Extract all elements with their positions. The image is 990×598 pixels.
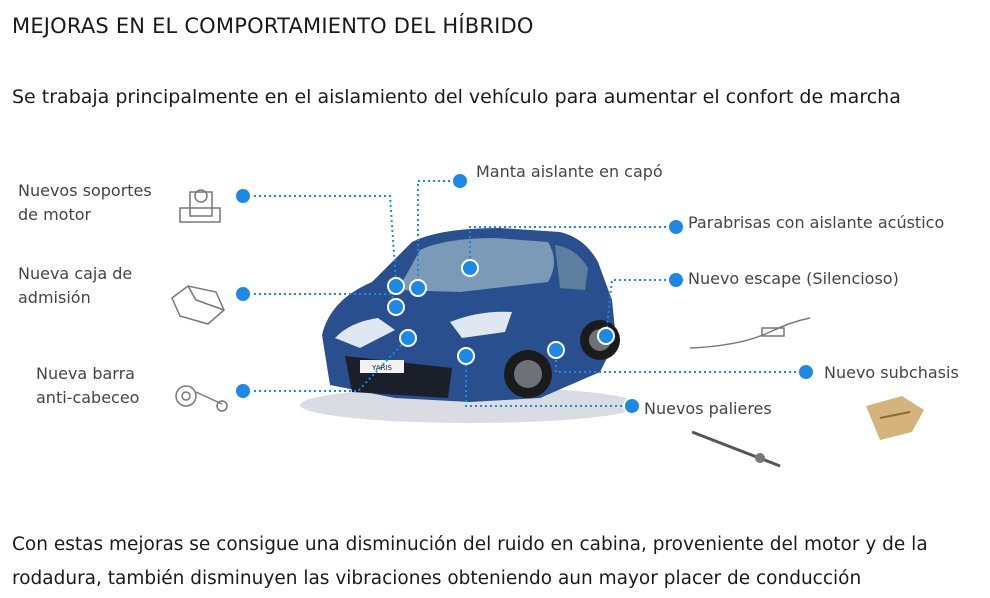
dot-car-4 xyxy=(462,260,478,276)
label-escape: Nuevo escape (Silencioso) xyxy=(688,269,899,288)
dot-car-6 xyxy=(458,348,474,364)
label-subchasis: Nuevo subchasis xyxy=(824,363,959,382)
subframe-icon xyxy=(866,396,924,440)
footer-text: Con estas mejoras se consigue una disminución del ruido en cabina, proveniente del motor y de la rodadura, también disminuyen las vibraciones obteniendo aun mayor placer de conducción xyxy=(12,534,928,589)
dot-subchasis xyxy=(798,364,814,380)
label-manta-capo: Manta aislante en capó xyxy=(476,162,663,181)
page-subtitle: Se trabaja principalmente en el aislamiento del vehículo para aumentar el confort de marcha xyxy=(12,86,901,108)
dot-manta xyxy=(452,173,468,189)
dot-car-5 xyxy=(400,330,416,346)
dot-palieres xyxy=(624,398,640,414)
intake-box-icon xyxy=(172,286,224,324)
dot-admision xyxy=(235,286,251,302)
label-parabrisas: Parabrisas con aislante acústico xyxy=(688,213,945,232)
engine-mount-icon xyxy=(180,190,220,222)
dot-parabrisas xyxy=(668,219,684,235)
dot-car-8 xyxy=(598,328,614,344)
dot-soportes xyxy=(235,188,251,204)
label-barra-anticabeceo: Nueva barra anti-cabeceo xyxy=(36,364,140,407)
dot-car-7 xyxy=(548,342,564,358)
driveshaft-icon xyxy=(692,432,780,466)
dot-car-1 xyxy=(388,278,404,294)
label-palieres: Nuevos palieres xyxy=(644,399,772,418)
exhaust-icon xyxy=(690,318,810,348)
dot-barra xyxy=(235,383,251,399)
anti-pitch-bar-icon xyxy=(176,386,227,411)
label-soportes-motor: Nuevos soportes de motor xyxy=(18,181,152,224)
page-title: MEJORAS EN EL COMPORTAMIENTO DEL HÍBRIDO xyxy=(12,14,534,38)
dot-escape xyxy=(668,272,684,288)
label-caja-admision: Nueva caja de admisión xyxy=(18,264,133,307)
dot-car-2 xyxy=(410,280,426,296)
dot-car-3 xyxy=(388,299,404,315)
car-plate: YARIS xyxy=(372,364,392,372)
